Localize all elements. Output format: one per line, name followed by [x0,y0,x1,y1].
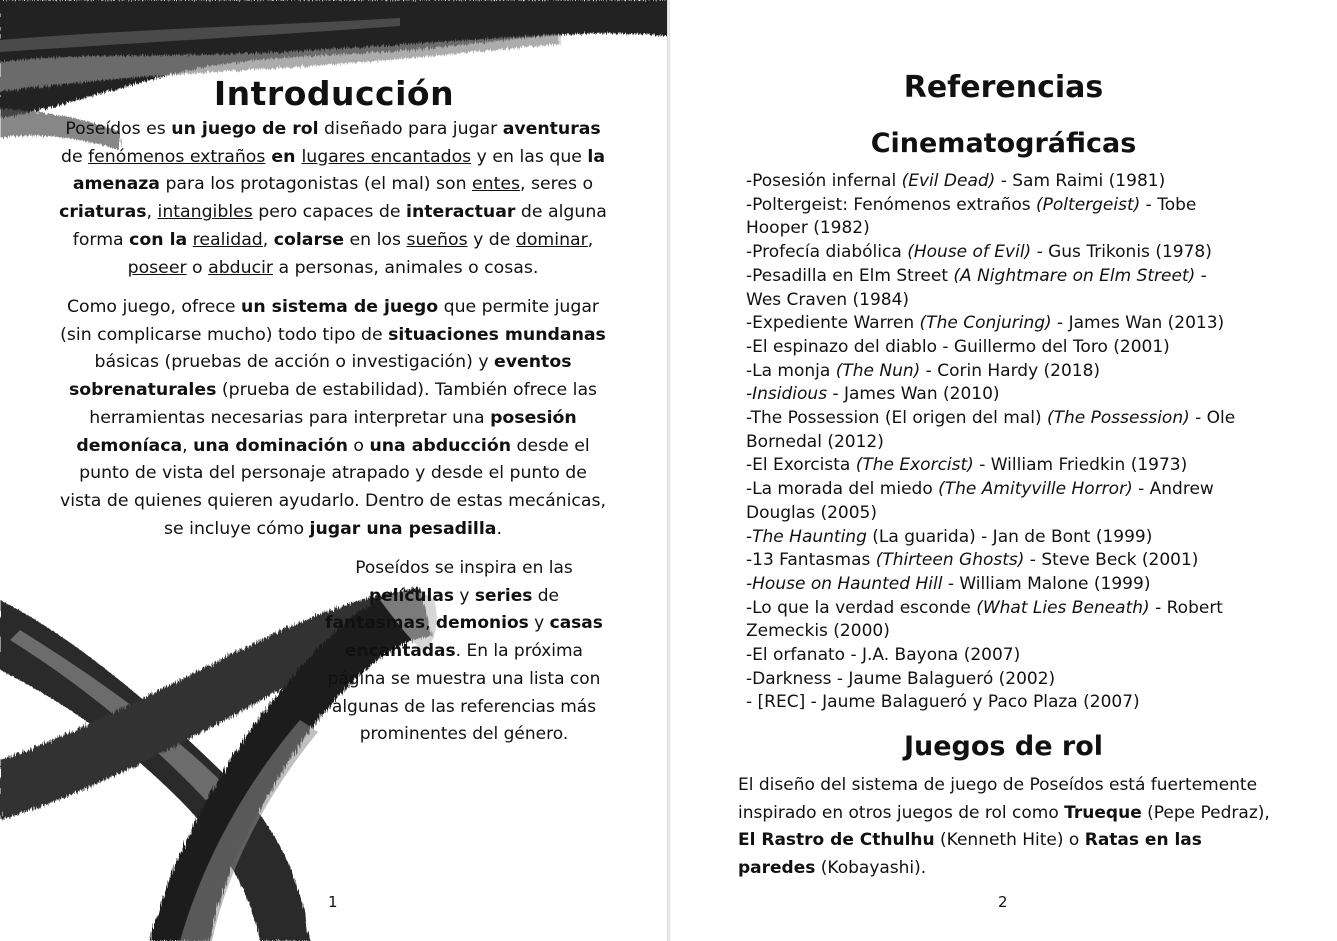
reference-item [746,265,1236,312]
text-run: Como juego, ofrece [66,297,242,317]
text-run: El diseño del sistema de juego de Poseídos está fuertemente inspirado en otros juegos de rol como [738,775,1258,823]
reference-item [746,336,1236,360]
bold-text: un juego de rol [171,119,319,139]
original-title: (What Lies Beneath) [976,597,1150,618]
text-run: (Kobayashi). [815,857,927,878]
reference-text: - Tobe Hooper (1982) [746,194,1197,239]
reference-text: - Gus Trikonis (1978) [1031,242,1212,263]
reference-item [746,597,1236,644]
original-title: (Thirteen Ghosts) [875,550,1025,571]
text-run: o [186,257,209,278]
reference-item [746,644,1236,668]
original-title: The Haunting [752,526,867,547]
text-run: , seres o [520,174,594,195]
bold-text: series [474,585,533,606]
reference-text: -Expediente Warren [746,313,920,334]
original-title: (Evil Dead) [901,171,996,191]
bold-text: casas encantadas [345,613,603,662]
text-run: básicas (pruebas de acción o investigación) y [94,352,495,373]
reference-text: - Ole Bornedal (2012) [746,408,1236,452]
text-run: y [453,585,475,606]
page-title: Introducción [213,74,455,113]
text-run: . [496,518,502,539]
text-run: a personas, animales o cosas. [273,257,539,278]
reference-text: - William Friedkin (1973) [973,455,1188,476]
bold-text: jugar una pesadilla [309,518,497,539]
original-title: (The Exorcist) [855,455,974,476]
text-run: (Pepe Pedraz), [1141,802,1270,823]
text-run: diseñado para jugar [318,119,503,139]
reference-text: - Sam Raimi (1981) [995,171,1166,191]
reference-text: -Posesión infernal [746,171,902,191]
reference-item [746,194,1236,241]
text-run: . En la próxima página se muestra una lista con algunas de las referencias más prominentes del género. [327,641,601,745]
reference-text: -13 Fantasmas [746,550,876,571]
text-run: pero capaces de [252,202,407,223]
bold-text: eventos sobrenaturales [68,352,572,401]
text-run: desde el punto de vista del personaje atrapado y desde el punto de vista de quienes quieren ayudarlo. Dentro de estas mecánicas, se incluye cómo [59,435,607,539]
reference-text: -Pesadilla en Elm Street [746,265,954,286]
bold-text: criaturas [59,202,147,223]
text-run: y en las que [471,146,588,167]
reference-item [746,549,1236,573]
original-title: (The Amityville Horror) [938,479,1133,500]
reference-text: -Profecía diabólica [746,242,908,263]
reference-item [746,170,1236,194]
reference-text: - Steve Beck (2001) [1024,550,1199,571]
text-run: para los protagonistas (el mal) son [159,174,473,195]
text-run: , [182,435,194,456]
underlined-text: fenómenos extraños [88,146,266,167]
reference-item [746,668,1236,692]
reference-text: - James Wan (2010) [827,384,1000,405]
reference-text: - William Malone (1999) [942,573,1151,594]
reference-text: - Corin Hardy (2018) [920,360,1101,381]
bold-text: fantasmas [325,613,426,634]
text-run: Poseídos es [65,119,172,139]
text-run: y de [467,229,516,250]
reference-item [746,312,1236,336]
rpg-paragraph [738,772,1278,882]
right-page [670,0,1337,941]
text-run: de [60,146,89,167]
bold-text: Ratas en las paredes [738,830,1202,878]
reference-text: - Robert Zemeckis (2000) [746,597,1223,642]
reference-item [746,573,1236,597]
underlined-text: entes [472,174,521,195]
text-run: en los [344,229,407,250]
original-title: (House of Evil) [907,242,1032,263]
left-page [0,0,668,941]
reference-text: - James Wan (2013) [1051,313,1225,334]
text-run: y [528,613,550,634]
bold-text: películas [369,585,454,606]
bold-text: El Rastro de Cthulhu [738,830,935,850]
bold-text: posesión demoníaca [76,407,577,456]
bold-text: demonios [435,613,529,634]
text-run: que permite jugar (sin complicarse mucho) todo tipo de [60,297,600,345]
reference-text: -El Exorcista [746,455,856,476]
reference-item [746,383,1236,407]
underlined-text: sueños [406,229,468,250]
bold-text: una abducción [369,435,512,456]
reference-list [746,170,1236,715]
reference-item [746,454,1236,478]
reference-item [746,526,1236,550]
text-run: Poseídos se inspira en las [355,558,573,578]
reference-text: -Darkness - Jaume Balagueró (2002) [746,668,1056,689]
reference-text: -The Possession (El origen del mal) [746,408,1047,429]
underlined-text: dominar [515,229,588,250]
bold-text: aventuras [502,119,601,139]
bold-text: la amenaza [72,146,605,195]
underlined-text: poseer [127,257,187,278]
section-heading-juegos-de-rol: Juegos de rol [903,731,1104,762]
original-title: (The Nun) [835,360,921,381]
reference-text: - [746,526,753,547]
bold-text: colarse [273,229,344,250]
reference-item [746,241,1236,265]
text-run: (prueba de estabilidad). También ofrece las herramientas necesarias para interpretar una [89,380,598,428]
reference-item [746,360,1236,384]
bold-text: un sistema de juego [241,297,439,317]
page-number: 2 [998,893,1008,911]
reference-text: -La morada del miedo [746,479,939,500]
reference-text: - Andrew Douglas (2005) [746,479,1214,523]
bold-text: situaciones mundanas [388,324,606,345]
text-run: , [146,202,158,223]
bold-text: Trueque [1064,802,1142,823]
bold-text: con la [129,229,188,250]
reference-text: -Poltergeist: Fenómenos extraños [746,194,1037,215]
section-heading-cinematograficas: Cinematográficas [870,128,1137,159]
text-run: de [532,585,559,606]
text-run: , [262,229,274,250]
inspiration-paragraph [318,555,610,749]
text-run: , [587,229,594,250]
reference-text: - [REC] - Jaume Balagueró y Paco Plaza (2007) [746,692,1140,713]
page-title: Referencias [903,70,1104,105]
underlined-text: abducir [208,257,274,278]
text-run: , [425,613,436,634]
bold-text: en [265,146,302,167]
original-title: (A Nightmare on Elm Street) [953,265,1196,286]
reference-text: -Lo que la verdad esconde [746,597,977,618]
system-paragraph [58,294,608,543]
reference-item [746,691,1236,715]
underlined-text: realidad [192,229,263,250]
bold-text: una dominación [193,435,348,456]
underlined-text: intangibles [157,202,253,223]
reference-item [746,478,1236,525]
reference-text: -La monja [746,360,836,381]
original-title: (Poltergeist) [1036,194,1141,215]
original-title: (The Conjuring) [919,313,1052,334]
reference-text: -El orfanato - J.A. Bayona (2007) [746,645,1021,666]
reference-text: -El espinazo del diablo - Guillermo del Toro (2001) [746,336,1170,357]
bold-text: interactuar [406,202,516,223]
text-run: o [347,435,370,456]
text-run: (Kenneth Hite) o [934,830,1085,850]
page-number: 1 [328,893,338,911]
reference-text: - Wes Craven (1984) [746,265,1207,310]
text-run: de alguna forma [72,202,607,250]
original-title: -House on Haunted Hill [746,573,943,594]
reference-item [746,407,1236,454]
underlined-text: lugares encantados [301,146,472,167]
original-title: (The Possession) [1047,408,1190,429]
intro-paragraph [58,116,608,282]
original-title: -Insidious [746,384,828,405]
reference-text: (La guarida) - Jan de Bont (1999) [866,526,1153,547]
